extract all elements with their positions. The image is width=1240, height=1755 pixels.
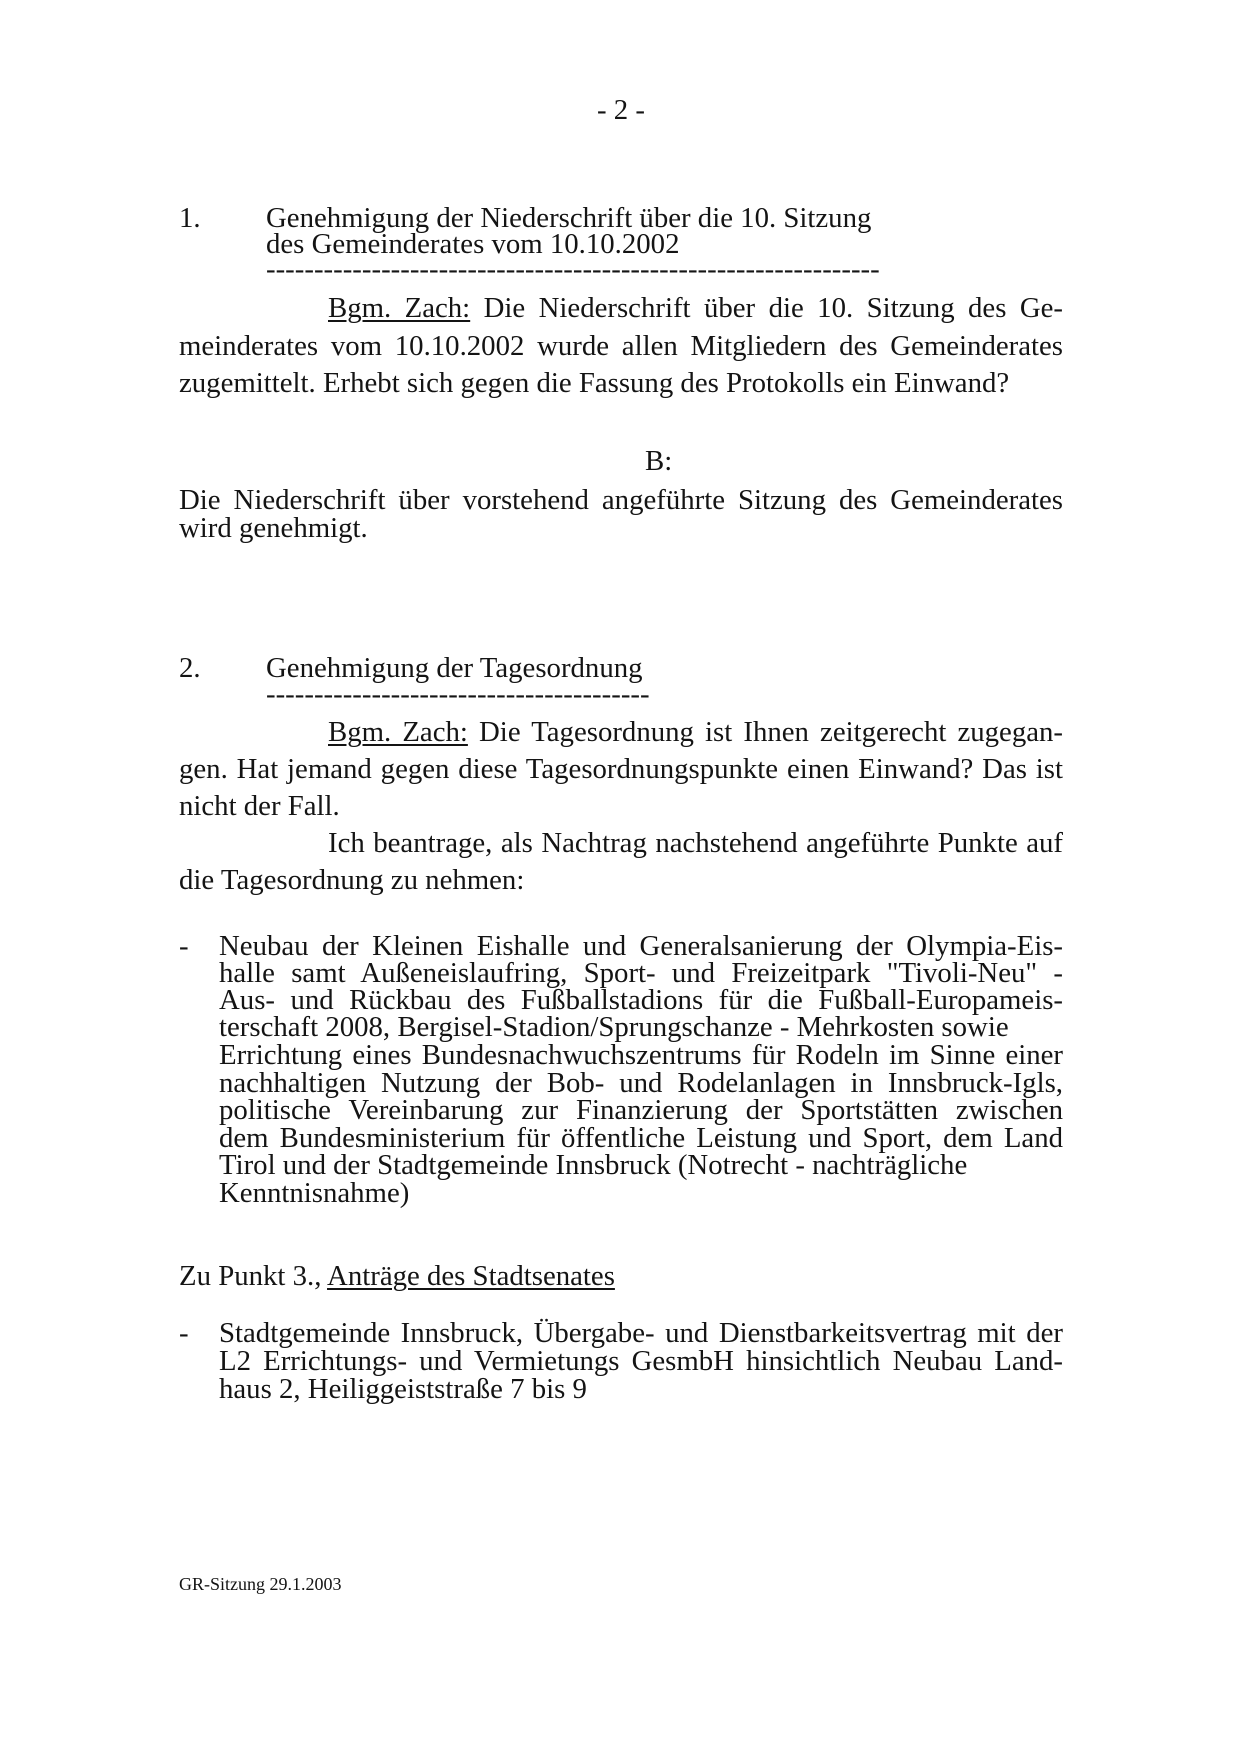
- addendum-line: Neubau der Kleinen Eishalle und Generalsanierung der Olympia-Eis-: [219, 930, 1063, 962]
- speaker-label: Bgm. Zach:: [328, 716, 468, 748]
- bullet-dash: -: [179, 1317, 189, 1349]
- addendum-line: politische Vereinbarung zur Finanzierung der Sportstätten zwischen: [219, 1094, 1063, 1126]
- title-dash-rule: ----------------------------------------: [266, 678, 650, 710]
- statement-text: Die Niederschrift über die 10. Sitzung des Ge-: [483, 292, 1063, 324]
- statement-line: meinderates vom 10.10.2002 wurde allen Mitgliedern des Gemeinderates: [179, 330, 1063, 362]
- resolution-line: wird genehmigt.: [179, 512, 368, 544]
- motion-line: die Tagesordnung zu nehmen:: [179, 864, 525, 896]
- addendum-line: Kenntnisnahme): [219, 1177, 410, 1209]
- addendum-line: terschaft 2008, Bergisel-Stadion/Sprungschanze - Mehrkosten sowie: [219, 1011, 1009, 1043]
- statement-line: nicht der Fall.: [179, 790, 340, 822]
- motion-line: Ich beantrage, als Nachtrag nachstehend angeführte Punkte auf: [328, 827, 1063, 859]
- resolution-line: Die Niederschrift über vorstehend angeführte Sitzung des Gemeinderates: [179, 484, 1063, 516]
- section-prefix: Zu Punkt 3.,: [179, 1260, 322, 1292]
- addendum-line: Aus- und Rückbau des Fußballstadions für die Fußball-Europameis-: [219, 984, 1063, 1016]
- addendum-line: halle samt Außeneislaufring, Sport- und Freizeitpark "Tivoli-Neu" -: [219, 957, 1063, 989]
- resolution-label: B:: [645, 445, 673, 477]
- addendum-line: Errichtung eines Bundesnachwuchszentrums für Rodeln im Sinne einer: [219, 1039, 1063, 1071]
- addendum-line: nachhaltigen Nutzung der Bob- und Rodelanlagen in Innsbruck-Igls,: [219, 1067, 1063, 1099]
- motion-item-line: L2 Errichtungs- und Vermietungs GesmbH hinsichtlich Neubau Land-: [219, 1345, 1063, 1377]
- page-number: - 2 -: [597, 94, 645, 126]
- title-dash-rule: ----------------------------------------------------------------: [266, 253, 880, 285]
- addendum-line: dem Bundesministerium für öffentliche Leistung und Sport, dem Land: [219, 1122, 1063, 1154]
- statement-text: Die Tagesordnung ist Ihnen zeitgerecht zugegan-: [479, 716, 1063, 748]
- statement-line: [328, 291, 1063, 325]
- motion-item-line: haus 2, Heiliggeiststraße 7 bis 9: [219, 1373, 587, 1405]
- item-number: 1.: [179, 202, 201, 234]
- statement-line: gen. Hat jemand gegen diese Tagesordnungspunkte einen Einwand? Das ist: [179, 753, 1063, 785]
- section-title: Anträge des Stadtsenates: [327, 1260, 615, 1292]
- motion-item-line: Stadtgemeinde Innsbruck, Übergabe- und Dienstbarkeitsvertrag mit der: [219, 1317, 1063, 1349]
- speaker-label: Bgm. Zach:: [328, 292, 471, 324]
- page-footer: GR-Sitzung 29.1.2003: [179, 1574, 342, 1594]
- bullet-dash: -: [179, 930, 189, 962]
- statement-line: [328, 715, 1063, 749]
- item-number: 2.: [179, 652, 201, 684]
- item-title: Genehmigung der Tagesordnung: [266, 652, 643, 684]
- item-title-line: Genehmigung der Niederschrift über die 10. Sitzung: [266, 202, 872, 234]
- statement-line: zugemittelt. Erhebt sich gegen die Fassung des Protokolls ein Einwand?: [179, 367, 1010, 399]
- item-title-line: des Gemeinderates vom 10.10.2002: [266, 228, 680, 260]
- section-heading: [179, 1259, 615, 1293]
- addendum-line: Tirol und der Stadtgemeinde Innsbruck (Notrecht - nachträgliche: [219, 1149, 968, 1181]
